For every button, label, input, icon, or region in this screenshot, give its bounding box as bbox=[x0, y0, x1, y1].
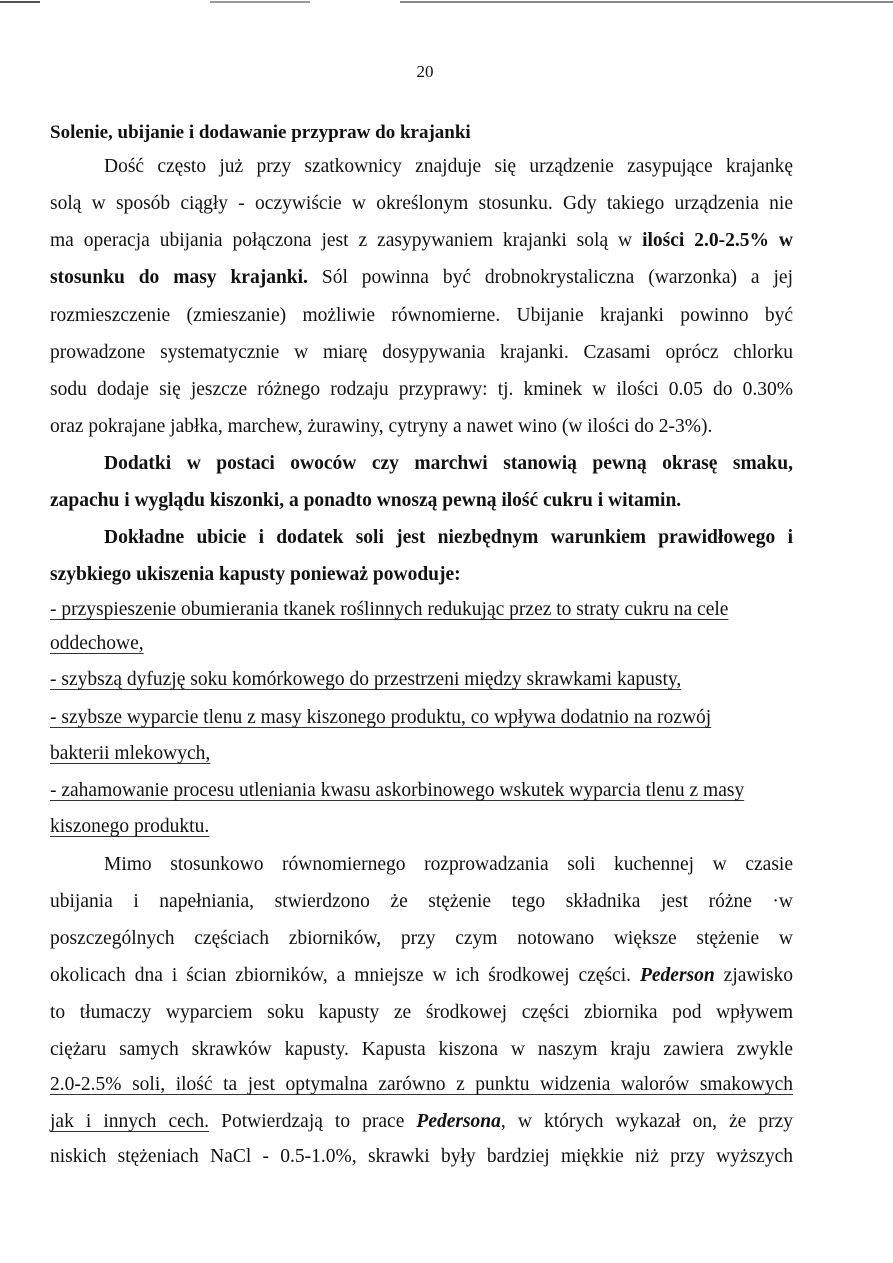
scan-top-edge bbox=[0, 0, 893, 4]
underlined-text: jak i innych cech. bbox=[50, 1111, 210, 1132]
text-line: Mimo stosunkowo równomiernego rozprowadzania soli kuchennej w czasie bbox=[104, 854, 793, 875]
text-line: 2.0-2.5% soli, ilość ta jest optymalna zarówno z punktu widzenia walorów smakowych bbox=[50, 1074, 793, 1095]
list-item: - szybsze wyparcie tlenu z masy kiszonego produktu, co wpływa dodatnio na rozwój bbox=[50, 707, 712, 728]
text-line bbox=[50, 1110, 793, 1134]
text-span: Potwierdzają to prace bbox=[209, 1111, 417, 1132]
list-item: - przyspieszenie obumierania tkanek roślinnych redukując przez to straty cukru na cele bbox=[50, 599, 729, 620]
text-line: Dość często już przy szatkownicy znajduje się urządzenie zasypujące krajankę bbox=[104, 156, 793, 177]
text-span: zjawisko bbox=[714, 965, 793, 986]
text-line: to tłumaczy wyparciem soku kapusty ze środkowej części zbiornika pod wpływem bbox=[50, 1002, 793, 1023]
emphasis-text: ilości 2.0-2.5% w bbox=[642, 230, 794, 251]
text-span: okolicach dna i ścian zbiorników, a mniejsze w ich środkowej części. bbox=[50, 965, 640, 986]
page-number: 20 bbox=[416, 62, 434, 81]
text-line: Dokładne ubicie i dodatek soli jest niezbędnym warunkiem prawidłowego i bbox=[104, 527, 793, 548]
text-line: oraz pokrajane jabłka, marchew, żurawiny, cytryny a nawet wino (w ilości do 2-3%). bbox=[50, 416, 713, 437]
list-item: - zahamowanie procesu utleniania kwasu askorbinowego wskutek wyparcia tlenu z masy bbox=[50, 780, 745, 801]
section-heading: Solenie, ubijanie i dodawanie przypraw do krajanki bbox=[50, 122, 471, 143]
text-line: prowadzone systematycznie w miarę dosypywania krajanki. Czasami oprócz chlorku bbox=[50, 342, 793, 363]
author-name: Pedersona bbox=[416, 1111, 501, 1132]
text-line: ubijania i napełniania, stwierdzono że stężenie tego składnika jest różne ·w bbox=[50, 891, 793, 912]
text-line bbox=[50, 266, 793, 290]
text-line: zapachu i wyglądu kiszonki, a ponadto wnoszą pewną ilość cukru i witamin. bbox=[50, 490, 682, 511]
text-line: ciężaru samych skrawków kapusty. Kapusta kiszona w naszym kraju zawiera zwykle bbox=[50, 1039, 793, 1060]
list-item: - szybszą dyfuzję soku komórkowego do przestrzeni między skrawkami kapusty, bbox=[50, 669, 682, 690]
text-span: Sól powinna być drobnokrystaliczna (warzonka) a jej bbox=[307, 267, 793, 288]
text-line: Dodatki w postaci owoców czy marchwi stanowią pewną okrasę smaku, bbox=[104, 453, 793, 474]
text-line: szybkiego ukiszenia kapusty ponieważ powoduje: bbox=[50, 564, 461, 585]
text-line: poszczególnych częściach zbiorników, przy czym notowano większe stężenie w bbox=[50, 928, 793, 949]
list-item-continuation: oddechowe, bbox=[50, 633, 144, 654]
list-item-continuation: kiszonego produktu. bbox=[50, 816, 210, 837]
text-line: sodu dodaje się jeszcze różnego rodzaju przyprawy: tj. kminek w ilości 0.05 do 0.30% bbox=[50, 379, 793, 400]
text-line: solą w sposób ciągły - oczywiście w określonym stosunku. Gdy takiego urządzenia nie bbox=[50, 193, 793, 214]
text-line bbox=[50, 229, 793, 253]
author-name: Pederson bbox=[639, 965, 715, 986]
text-span: , w których wykazał on, że przy bbox=[500, 1111, 794, 1132]
text-line bbox=[50, 964, 793, 988]
text-span: ma operacja ubijania połączona jest z zasypywaniem krajanki solą w bbox=[50, 230, 643, 251]
list-item-continuation: bakterii mlekowych, bbox=[50, 743, 211, 764]
emphasis-text: stosunku do masy krajanki. bbox=[50, 267, 308, 288]
text-line: rozmieszczenie (zmieszanie) możliwie równomierne. Ubijanie krajanki powinno być bbox=[50, 305, 793, 326]
text-line: niskich stężeniach NaCl - 0.5-1.0%, skrawki były bardziej miękkie niż przy wyższych bbox=[50, 1146, 793, 1167]
